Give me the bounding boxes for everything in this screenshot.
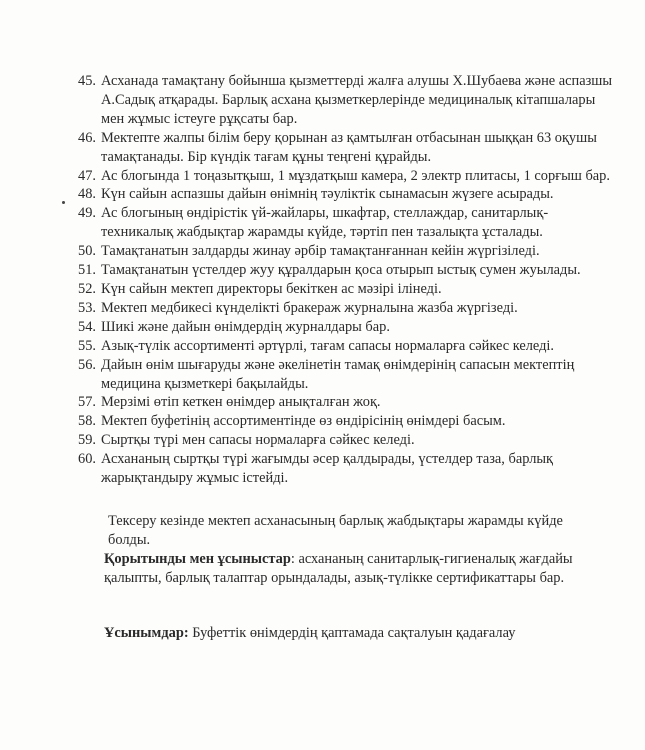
inspection-summary-text: Тексеру кезінде мектеп асханасының барлық жабдықтары жарамды күйде болды. bbox=[108, 513, 563, 548]
item-text: Ас блогында 1 тоңазытқыш, 1 мұздатқыш камера, 2 электр плитасы, 1 сорғыш бар. bbox=[101, 167, 610, 184]
item-number: 60. bbox=[78, 451, 96, 468]
list-item bbox=[78, 129, 618, 167]
item-text: Асхананың сыртқы түрі жағымды әсер қалдырады, үстелдер таза, барлық жарықтандыру жұмыс істейді. bbox=[101, 451, 554, 487]
list-item bbox=[78, 393, 618, 412]
list-item bbox=[78, 450, 618, 488]
list-item bbox=[78, 261, 618, 280]
item-number: 45. bbox=[78, 73, 96, 89]
item-number: 49. bbox=[78, 205, 96, 222]
list-item bbox=[78, 204, 618, 242]
list-item bbox=[78, 72, 618, 129]
list-item bbox=[78, 280, 618, 299]
item-number: 50. bbox=[78, 243, 96, 260]
item-number: 51. bbox=[78, 262, 96, 279]
list-item bbox=[78, 412, 618, 431]
item-text: Тамақтанатын залдарды жинау әрбір тамақтанғаннан кейін жүргізіледі. bbox=[101, 243, 540, 260]
item-text: Күн сайын мектеп директоры бекіткен ас мәзірі ілінеді. bbox=[101, 280, 442, 297]
list-item bbox=[78, 167, 618, 186]
item-number: 56. bbox=[78, 356, 96, 373]
list-item bbox=[78, 356, 618, 394]
item-number: 48. bbox=[78, 186, 96, 203]
item-number: 52. bbox=[78, 280, 96, 297]
item-number: 59. bbox=[78, 432, 96, 449]
item-text: Мерзімі өтіп кеткен өнімдер анықталған жоқ. bbox=[101, 394, 381, 411]
item-text: Шикі және дайын өнімдердің журналдары бар. bbox=[101, 318, 390, 335]
list-item bbox=[78, 337, 618, 356]
item-text: Күн сайын аспазшы дайын өнімнің тәуліктік сынамасын жүзеге асырады. bbox=[101, 186, 554, 203]
item-text: Дайын өнім шығаруды және әкелінетін тамақ өнімдерінің сапасын мектептің медицина қызметкері бақылайды. bbox=[101, 356, 575, 392]
item-number: 54. bbox=[78, 318, 96, 335]
item-number: 47. bbox=[78, 167, 96, 184]
list-item bbox=[78, 299, 618, 318]
item-text: Ас блогының өндірістік үй-жайлары, шкафтар, стеллаждар, санитарлық-техникалық жабдықтар жарамды күйде, тәртіп пен тазалықта ұсталады. bbox=[101, 205, 549, 241]
item-number: 57. bbox=[78, 394, 96, 411]
item-text: Мектеп буфетінің ассортиментінде өз өндірісінің өнімдері басым. bbox=[101, 413, 506, 430]
list-item bbox=[78, 185, 618, 204]
conclusion-paragraph bbox=[104, 550, 604, 588]
scan-dot bbox=[62, 201, 65, 204]
recommendation-heading: Ұсынымдар: bbox=[104, 625, 189, 641]
list-item bbox=[78, 318, 618, 337]
item-text: Тамақтанатын үстелдер жуу құралдарын қоса отырып ыстық сумен жуылады. bbox=[101, 262, 581, 279]
item-text: Мектеп медбикесі күнделікті бракераж журналына жазба жүргізеді. bbox=[101, 299, 518, 316]
inspection-summary bbox=[104, 512, 604, 550]
item-number: 55. bbox=[78, 337, 96, 354]
item-number: 53. bbox=[78, 299, 96, 316]
item-text: Азық-түлік ассортименті әртүрлі, тағам сапасы нормаларға сәйкес келеді. bbox=[101, 337, 555, 354]
item-text: Мектепте жалпы білім беру қорынан аз қамтылған отбасынан шыққан 63 оқушы тамақтанады. Бір күндік тағам құны теңгені құрайды. bbox=[101, 129, 597, 165]
item-number: 46. bbox=[78, 129, 96, 146]
recommendation-paragraph bbox=[104, 624, 624, 643]
item-number: 58. bbox=[78, 413, 96, 430]
item-text: Сыртқы түрі мен сапасы нормаларға сәйкес келеді. bbox=[101, 432, 415, 449]
recommendation-text: Буфеттік өнімдердің қаптамада сақталуын қадағалау bbox=[188, 625, 516, 641]
conclusion-text: : асхананың санитарлық-гигиеналық жағдайы қалыпты, барлық талаптар орындалады, азық-түлікке сертификаттары бар. bbox=[104, 551, 573, 586]
numbered-list bbox=[78, 72, 618, 488]
list-item bbox=[78, 431, 618, 450]
list-item bbox=[78, 242, 618, 261]
conclusion-heading: Қорытынды мен ұсыныстар bbox=[104, 551, 291, 567]
item-text: Асханада тамақтану бойынша қызметтерді жалға алушы Х.Шубаева және аспазшы А.Садық атқарады. Барлық асхана қызметкерлерінде медициналық кітапшалары мен жұмыс істеуге рұқсаты бар. bbox=[101, 73, 613, 127]
